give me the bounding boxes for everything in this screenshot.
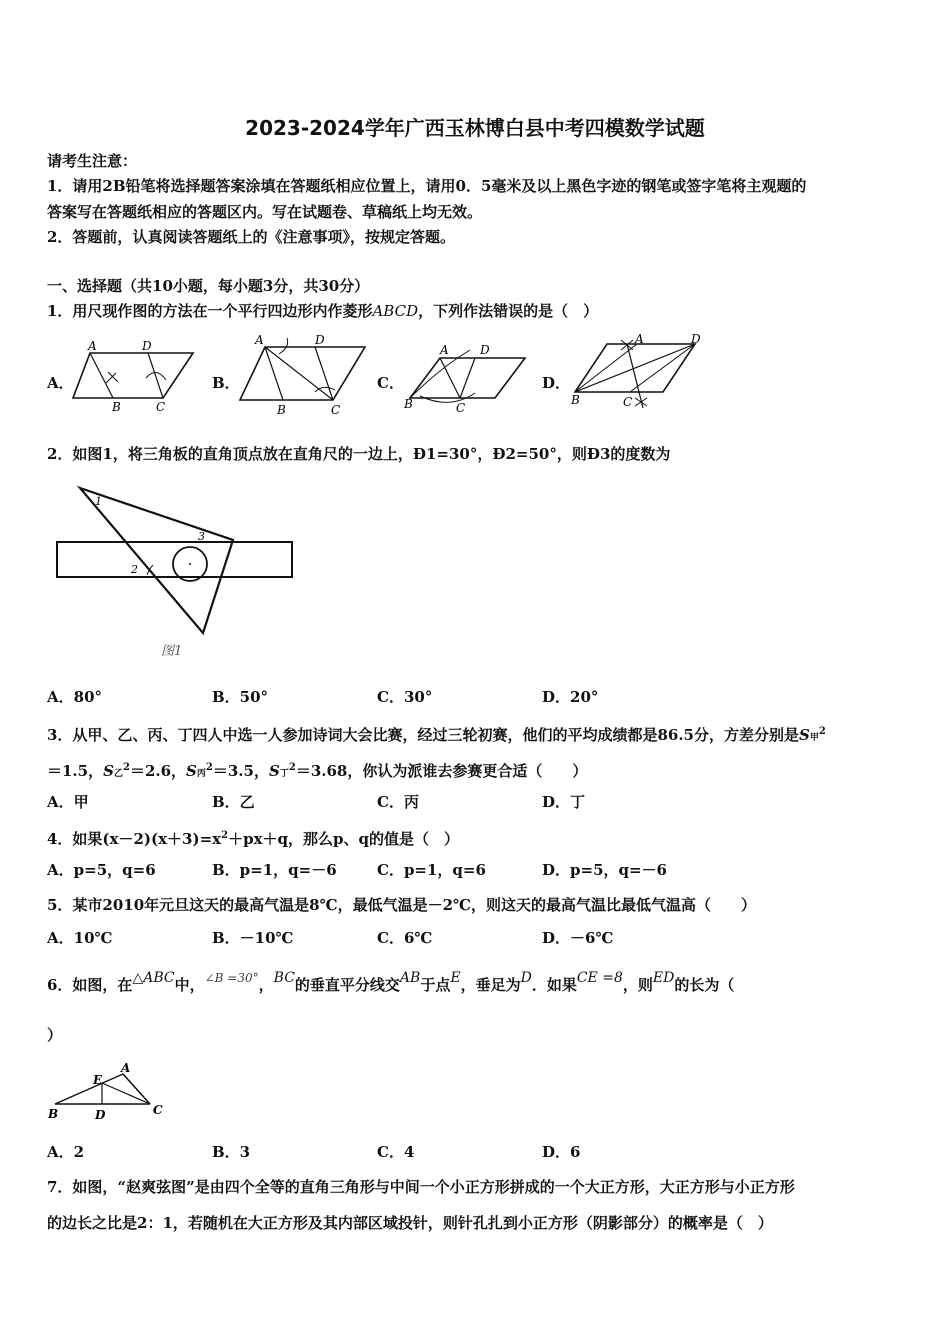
q2-figure [55, 485, 300, 665]
q4-option-a: A．p=5，q=6 [47, 861, 156, 879]
q6-fig-label-c: C [153, 1103, 163, 1117]
q3-s-ding: S [268, 762, 280, 780]
q2-figure-caption: 图1 [161, 644, 183, 659]
q3-sub-ding: 丁 [279, 769, 289, 779]
question-1 [47, 301, 598, 321]
q2-option-c: C．30° [377, 688, 433, 706]
notice-heading: 请考生注意： [47, 152, 138, 170]
q2-angle-1: 1 [95, 495, 102, 508]
q6-t7: ．如果 [531, 976, 577, 994]
q4-sup: 2 [221, 830, 229, 841]
q6-m5: E [450, 970, 461, 986]
q6-fig-label-e: E [93, 1073, 103, 1087]
q1b-label-c: C [331, 403, 341, 417]
q5-option-c: C．6℃ [377, 929, 433, 947]
q6-t9: 的长为（ [674, 976, 735, 994]
q2-option-b: B．50° [212, 688, 269, 706]
q1d-label-c: C [623, 395, 633, 409]
q3-option-a: A．甲 [47, 793, 89, 811]
q3-line1-text: 3．从甲、乙、丙、丁四人中选一人参加诗词大会比赛，经过三轮初赛，他们的平均成绩都是86.5分，方差分别是 [47, 726, 799, 744]
q4-option-d: D．p=5，q=－6 [542, 861, 667, 879]
q6-m6: D [520, 970, 532, 986]
q3-sup-bing: 2 [205, 762, 213, 773]
q3-sup-yi: 2 [122, 762, 130, 773]
question-3-line-1 [47, 722, 826, 748]
q4-text-pre: 4．如果(x－2)(x＋3)=x [47, 830, 222, 848]
q1a-label-d: D [142, 339, 152, 353]
q3-sup-ding: 2 [288, 762, 296, 773]
q1-figure-d [565, 330, 715, 418]
q6-t4: 的垂直平分线交 [294, 976, 400, 994]
notice-line-2: 答案写在答题纸相应的答题区内。写在试题卷、草稿纸上均无效。 [47, 203, 483, 221]
q2-angle-3: 3 [198, 530, 205, 543]
q6-t5: 于点 [420, 976, 451, 994]
q1c-label-b: B [404, 397, 413, 411]
q6-m2: ∠B =30° [204, 971, 259, 985]
q2-option-d: D．20° [542, 688, 599, 706]
q6-option-b: B．3 [212, 1143, 251, 1161]
q6-fig-label-d: D [95, 1108, 106, 1122]
q3-line2-b: ＝2.6， [129, 762, 187, 780]
question-2: 2．如图1，将三角板的直角顶点放在直角尺的一边上，Ð1=30°，Ð2=50°，则Ð3的度数为 [47, 445, 671, 463]
q4-option-c: C．p=1，q=6 [377, 861, 486, 879]
q3-line2-c: ＝3.5， [212, 762, 269, 780]
q6-m3: BC [273, 970, 295, 986]
q6-option-a: A．2 [47, 1143, 85, 1161]
q1-figure-c [400, 338, 530, 418]
question-5: 5．某市2010年元旦这天的最高气温是8℃，最低气温是－2℃，则这天的最高气温比最低气温高（ ） [47, 896, 757, 914]
exam-title: 2023-2024学年广西玉林博白县中考四模数学试题 [245, 116, 705, 140]
q3-s-yi: S [103, 762, 114, 780]
q3-sub-bing: 丙 [196, 769, 206, 779]
q6-t2: 中， [174, 976, 205, 994]
q1-math: ABCD [372, 302, 419, 320]
q6-t1: 6．如图，在 [47, 976, 133, 994]
q1-option-c-label: C． [377, 374, 404, 392]
q1a-label-b: B [112, 400, 121, 414]
q4-option-b: B．p=1，q=－6 [212, 861, 337, 879]
q4-text-post: ＋px＋q，那么p、q的值是（ ） [228, 830, 459, 848]
q3-option-d: D．丁 [542, 793, 586, 811]
q3-option-b: B．乙 [212, 793, 255, 811]
q1a-label-c: C [156, 400, 166, 414]
question-7-line-1: 7．如图，“赵爽弦图”是由四个全等的直角三角形与中间一个小正方形拼成的一个大正方形，大正方形与小正方形 [47, 1178, 795, 1196]
q1-option-a-label: A． [47, 374, 74, 392]
q6-option-d: D．6 [542, 1143, 581, 1161]
q3-line2-d: ＝3.68，你认为派谁去参赛更合适（ ） [295, 762, 588, 780]
q1d-label-b: B [571, 393, 580, 407]
q1-option-d-label: D． [542, 374, 571, 392]
q6-t3: ， [258, 976, 274, 994]
q1d-label-a: A [635, 332, 644, 346]
section-heading: 一、选择题（共10小题，每小题3分，共30分） [47, 277, 370, 295]
q1b-label-d: D [315, 333, 325, 347]
question-4 [47, 826, 459, 849]
notice-line-3: 2．答题前，认真阅读答题纸上的《注意事项》，按规定答题。 [47, 228, 455, 246]
q6-m7: CE =8 [576, 970, 623, 986]
q1-figure-b [235, 332, 370, 418]
q6-t8: ，则 [622, 976, 653, 994]
q6-fig-label-a: A [121, 1061, 131, 1075]
q5-option-a: A．10℃ [47, 929, 113, 947]
q1-text-post: ，下列作法错误的是（ ） [418, 302, 599, 320]
q1c-label-a: A [440, 343, 449, 357]
q1b-label-a: A [255, 333, 264, 347]
q1-text-pre: 1．用尺现作图的方法在一个平行四边形内作菱形 [47, 302, 373, 320]
question-3-line-2 [47, 758, 587, 784]
q1c-label-c: C [456, 401, 466, 415]
q6-close-paren: ） [47, 1026, 63, 1044]
q1d-label-d: D [691, 332, 701, 346]
q3-s-bing: S [186, 762, 197, 780]
q6-m1: △ABC [132, 970, 175, 986]
q3-s-jia: S [798, 726, 810, 744]
q3-line2-a: ＝1.5， [47, 762, 104, 780]
q6-m4: AB [399, 970, 421, 986]
q1-option-b-label: B． [212, 374, 240, 392]
q6-figure [45, 1060, 175, 1125]
question-7-line-2: 的边长之比是2：1，若随机在大正方形及其内部区域投针，则针孔扎到小正方形（阴影部分）的概率是（ ） [47, 1214, 773, 1232]
q2-option-a: A．80° [47, 688, 103, 706]
q2-angle-2: 2 [131, 563, 138, 576]
q6-t6: ，垂足为 [460, 976, 521, 994]
q3-sup-jia: 2 [818, 726, 826, 737]
q1c-label-d: D [480, 343, 490, 357]
q6-m8: ED [652, 970, 675, 986]
q1-figure-a [68, 338, 198, 418]
question-6 [47, 970, 735, 996]
q3-sub-jia: 甲 [809, 733, 819, 743]
notice-line-1: 1．请用2B铅笔将选择题答案涂填在答题纸相应位置上，请用0．5毫米及以上黑色字迹的钢笔或签字笔将主观题的 [47, 177, 807, 195]
q3-sub-yi: 乙 [113, 769, 123, 779]
q6-fig-label-b: B [48, 1107, 59, 1121]
q1a-label-a: A [88, 339, 97, 353]
q3-option-c: C．丙 [377, 793, 419, 811]
q6-option-c: C．4 [377, 1143, 415, 1161]
q5-option-d: D．－6℃ [542, 929, 614, 947]
q5-option-b: B．－10℃ [212, 929, 294, 947]
q1b-label-b: B [277, 403, 286, 417]
